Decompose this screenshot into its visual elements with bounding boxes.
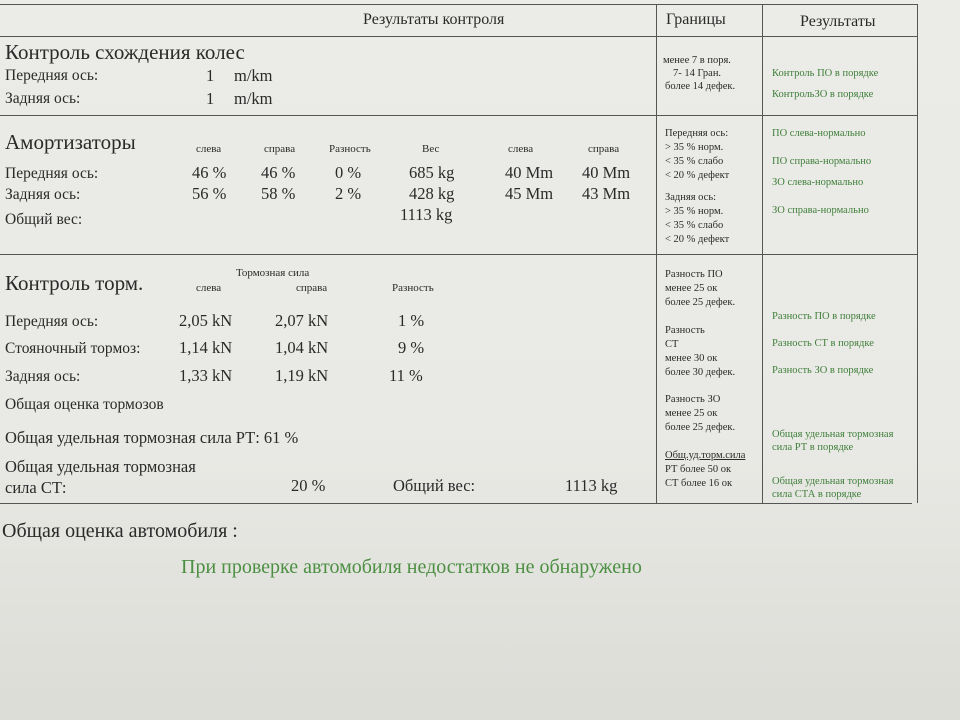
brakes-front-right: 2,07 kN [275,311,329,330]
shocks-front-right-mm: 40 Mm [582,163,631,182]
alignment-rear-label: Задняя ось: [5,90,81,107]
shocks-col-weight: Вес [422,143,440,155]
shocks-result-2: ПО справа-нормально [772,156,872,167]
brakes-limit-spec-2: СТ более 16 ок [665,478,733,489]
shocks-limit-front-3: < 20 % дефект [665,170,730,181]
brakes-result-po: Разность ПО в порядке [772,311,876,322]
limits-column-line [656,4,657,503]
brakes-total-label: Общий вес: [393,476,476,495]
brakes-limit-zo-2: более 25 дефек. [665,422,736,433]
brakes-front-diff: 1 % [398,311,425,330]
shocks-rear-label: Задняя ось: [5,186,81,203]
header-control-results: Результаты контроля [363,11,505,28]
alignment-limit-3: более 14 дефек. [665,81,736,92]
brakes-result-rt-line2: сила РТ в порядке [772,442,854,453]
shocks-front-left: 46 % [192,163,227,182]
alignment-front-label: Передняя ось: [5,67,99,84]
brakes-col-diff: Разность [392,282,434,294]
brakes-limit-po-2: более 25 дефек. [665,297,736,308]
shocks-rear-right: 58 % [261,184,296,203]
shocks-result-3: ЗО слева-нормально [772,177,864,188]
brakes-front-label: Передняя ось: [5,313,99,330]
brakes-col-force: Тормозная сила [236,267,310,279]
results-column-line [762,4,763,503]
brakes-limit-po-1: менее 25 ок [665,283,718,294]
brakes-specific-rt: Общая удельная тормозная сила РТ: 61 % [5,428,299,447]
brakes-front-left: 2,05 kN [179,311,233,330]
header-results: Результаты [800,13,876,30]
brakes-col-right: справа [296,282,328,294]
alignment-result-rear: КонтрольЗО в порядке [772,89,874,100]
table-right-line [917,4,918,503]
brakes-parking-label: Стояночный тормоз: [5,340,141,357]
shocks-front-label: Передняя ось: [5,165,99,182]
shocks-limit-front-1: > 35 % норм. [665,142,724,153]
brakes-rear-right: 1,19 kN [275,366,329,385]
brakes-limit-st-1: менее 30 ок [665,353,718,364]
brakes-rear-label: Задняя ось: [5,368,81,385]
shocks-limit-front-title: Передняя ось: [665,128,729,139]
shocks-front-left-mm: 40 Mm [505,163,554,182]
shocks-front-weight: 685 kg [409,163,455,182]
brakes-limit-spec-title: Общ.уд.торм.сила [665,450,746,461]
brakes-specific-st-line1: Общая удельная тормозная [5,457,196,476]
brakes-result-st-line1: Общая удельная тормозная [772,476,894,487]
header-limits: Границы [666,11,726,28]
brakes-rear-left: 1,33 kN [179,366,233,385]
alignment-limit-2: 7- 14 Гран. [673,68,722,79]
alignment-front-value: 1 [206,66,215,85]
brakes-limit-spec-1: РТ более 50 ок [665,464,732,475]
shocks-col-left-mm: слева [508,143,534,155]
alignment-result-front: Контроль ПО в порядке [772,68,879,79]
section-divider-alignment [0,115,918,116]
shocks-rear-weight: 428 kg [409,184,455,203]
brakes-limit-st-title: Разность [665,325,705,336]
alignment-limit-1: менее 7 в поря. [663,55,731,66]
alignment-rear-value: 1 [206,89,215,108]
header-bottom-line [0,36,918,37]
brakes-limit-po-title: Разность ПО [665,269,723,280]
shocks-limit-rear-1: > 35 % норм. [665,206,724,217]
brakes-result-st-line2: сила СТА в порядке [772,489,862,500]
alignment-title: Контроль схождения колес [5,40,245,64]
brakes-limit-zo-title: Разность ЗО [665,394,721,405]
brakes-parking-right: 1,04 kN [275,338,329,357]
alignment-rear-unit: m/km [234,89,273,108]
brakes-specific-st-value: 20 % [291,476,326,495]
shocks-limit-rear-2: < 35 % слабо [665,220,724,231]
brakes-total-value: 1113 kg [565,476,618,495]
shocks-rear-diff: 2 % [335,184,362,203]
brakes-limit-zo-1: менее 25 ок [665,408,718,419]
shocks-rear-left-mm: 45 Mm [505,184,554,203]
brakes-specific-st-line2: сила СТ: [5,478,67,497]
shocks-front-right: 46 % [261,163,296,182]
shocks-limit-rear-title: Задняя ось: [665,192,717,203]
shocks-limit-rear-3: < 20 % дефект [665,234,730,245]
shocks-front-diff: 0 % [335,163,362,182]
brakes-overall-label: Общая оценка тормозов [5,396,164,413]
shocks-total-label: Общий вес: [5,211,83,228]
overall-title: Общая оценка автомобиля : [2,520,238,542]
brakes-result-st: Разность СТ в порядке [772,338,874,349]
shocks-col-right: справа [264,143,296,155]
brakes-title: Контроль торм. [5,271,144,295]
shocks-rear-left: 56 % [192,184,227,203]
shocks-title: Амортизаторы [5,130,136,154]
section-divider-shocks [0,254,918,255]
brakes-result-rt-line1: Общая удельная тормозная [772,429,894,440]
shocks-total-value: 1113 kg [400,205,453,224]
brakes-parking-left: 1,14 kN [179,338,233,357]
shocks-rear-right-mm: 43 Mm [582,184,631,203]
shocks-limit-front-2: < 35 % слабо [665,156,724,167]
shocks-result-1: ПО слева-нормально [772,128,866,139]
brakes-rear-diff: 11 % [389,366,423,385]
table-bottom-line [0,503,912,504]
alignment-front-unit: m/km [234,66,273,85]
shocks-col-left: слева [196,143,222,155]
brakes-limit-st-2: более 30 дефек. [665,367,736,378]
shocks-col-diff: Разность [329,143,371,155]
brakes-result-zo: Разность ЗО в порядке [772,365,874,376]
header-top-line [0,4,918,5]
shocks-col-right-mm: справа [588,143,620,155]
brakes-parking-diff: 9 % [398,338,425,357]
brakes-col-left: слева [196,282,222,294]
brakes-limit-st-sub: СТ [665,339,679,350]
overall-verdict: При проверке автомобиля недостатков не обнаружено [181,556,642,578]
shocks-result-4: ЗО справа-нормально [772,205,869,216]
